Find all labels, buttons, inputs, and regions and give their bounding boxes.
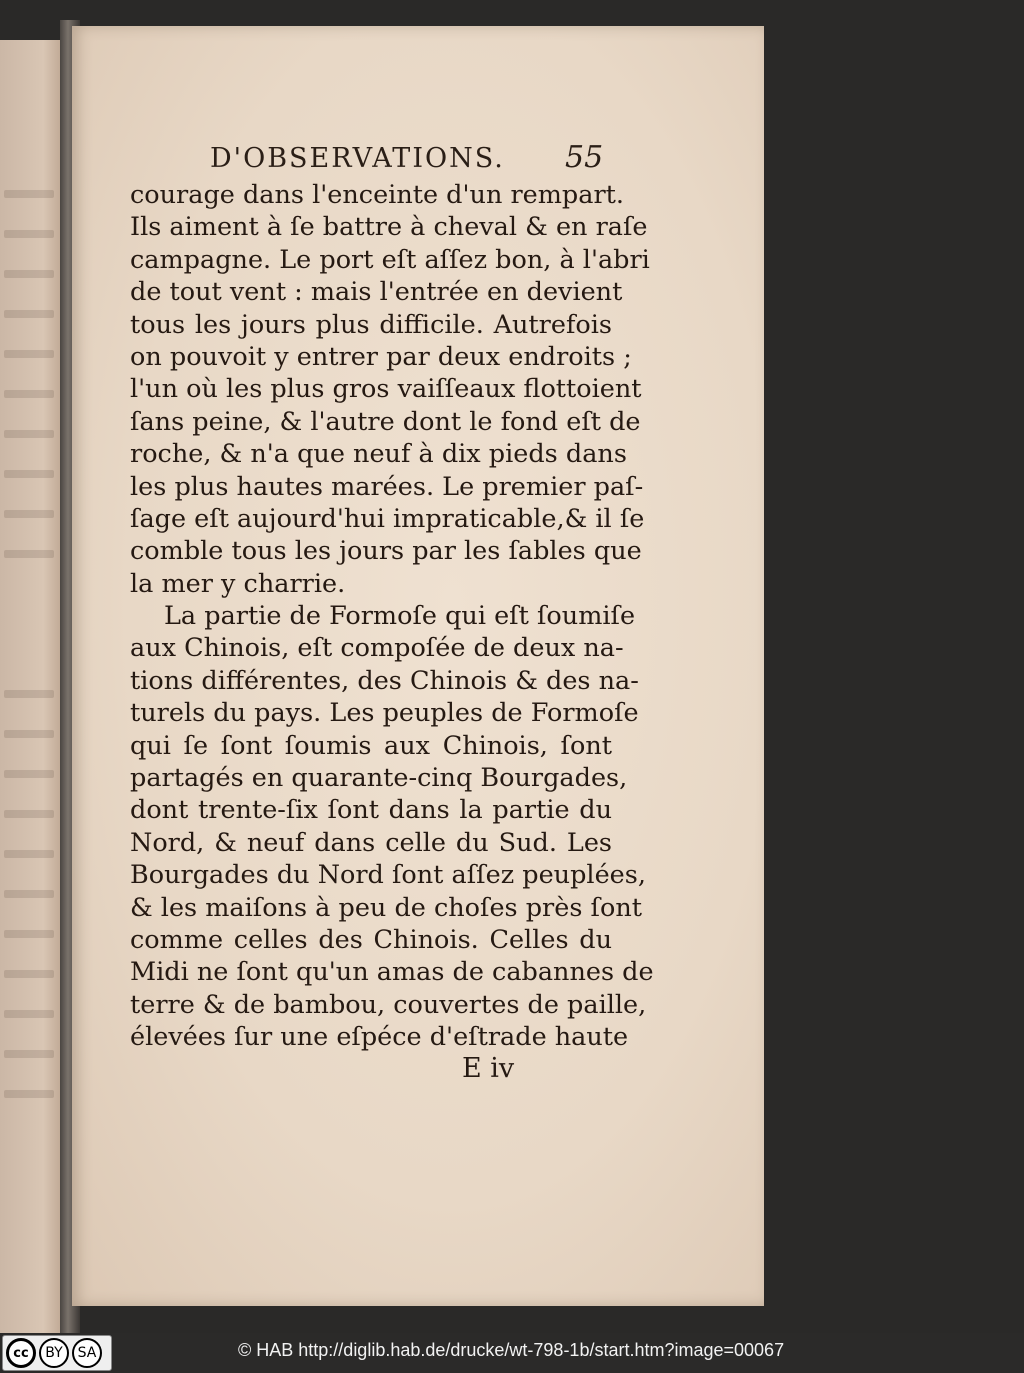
text-line: aux Chinois, eſt compoſée de deux na-: [130, 633, 624, 664]
signature-mark: E iv: [462, 1053, 515, 1084]
by-icon: BY: [39, 1338, 69, 1368]
cc-icon: cc: [6, 1338, 36, 1368]
text-line: les plus hautes marées. Le premier paſ-: [130, 471, 644, 502]
cc-license-badge[interactable]: [2, 1335, 112, 1371]
text-line: ſage eſt aujourd'hui impraticable,& il ſe: [130, 503, 645, 534]
left-page-edge: [0, 40, 62, 1333]
text-line: terre & de bambou, couvertes de paille,: [130, 989, 647, 1020]
text-line: l'un où les plus gros vaiſſeaux flottoient: [130, 374, 642, 405]
text-line: turels du pays. Les peuples de Formoſe: [130, 698, 639, 729]
text-line: élevées ſur une eſpéce d'eſtrade haute: [130, 1022, 629, 1053]
body-text: [130, 179, 654, 1054]
text-line: comme celles des Chinois. Celles du: [130, 924, 612, 955]
text-line: campagne. Le port eſt aſſez bon, à l'abri: [130, 244, 650, 275]
text-line: Bourgades du Nord ſont aſſez peuplées,: [130, 860, 646, 891]
page-number: 55: [565, 140, 604, 175]
text-line: la mer y charrie.: [130, 568, 346, 599]
text-line: comble tous les jours par les ſables que: [130, 536, 642, 567]
text-line: Midi ne ſont qu'un amas de cabannes de: [130, 957, 654, 988]
text-line: qui ſe ſont ſoumis aux Chinois, ſont: [130, 730, 612, 761]
running-header: D'OBSERVATIONS.: [210, 143, 505, 174]
text-line: La partie de Formoſe qui eſt ſoumiſe: [164, 601, 636, 632]
text-line: dont trente-ſix ſont dans la partie du: [130, 795, 612, 826]
text-line: partagés en quarante-cinq Bourgades,: [130, 763, 628, 794]
text-line: Nord, & neuf dans celle du Sud. Les: [130, 827, 612, 858]
text-line: courage dans l'enceinte d'un rempart.: [130, 180, 625, 210]
text-line: on pouvoit y entrer par deux endroits ;: [130, 341, 632, 372]
text-line: Ils aiment à ſe battre à cheval & en raſe: [130, 212, 648, 243]
text-line: de tout vent : mais l'entrée en devient: [130, 277, 623, 308]
sa-icon: SA: [72, 1338, 102, 1368]
text-line: tous les jours plus difficile. Autrefois: [130, 309, 612, 340]
text-line: ſans peine, & l'autre dont le fond eſt de: [130, 406, 641, 437]
text-line: roche, & n'a que neuf à dix pieds dans: [130, 439, 627, 470]
text-line: & les maiſons à peu de choſes près ſont: [130, 892, 642, 923]
text-line: tions différentes, des Chinois & des na-: [130, 665, 639, 696]
source-credit: © HAB http://diglib.hab.de/drucke/wt-798-1b/start.htm?image=00067: [238, 1340, 785, 1360]
